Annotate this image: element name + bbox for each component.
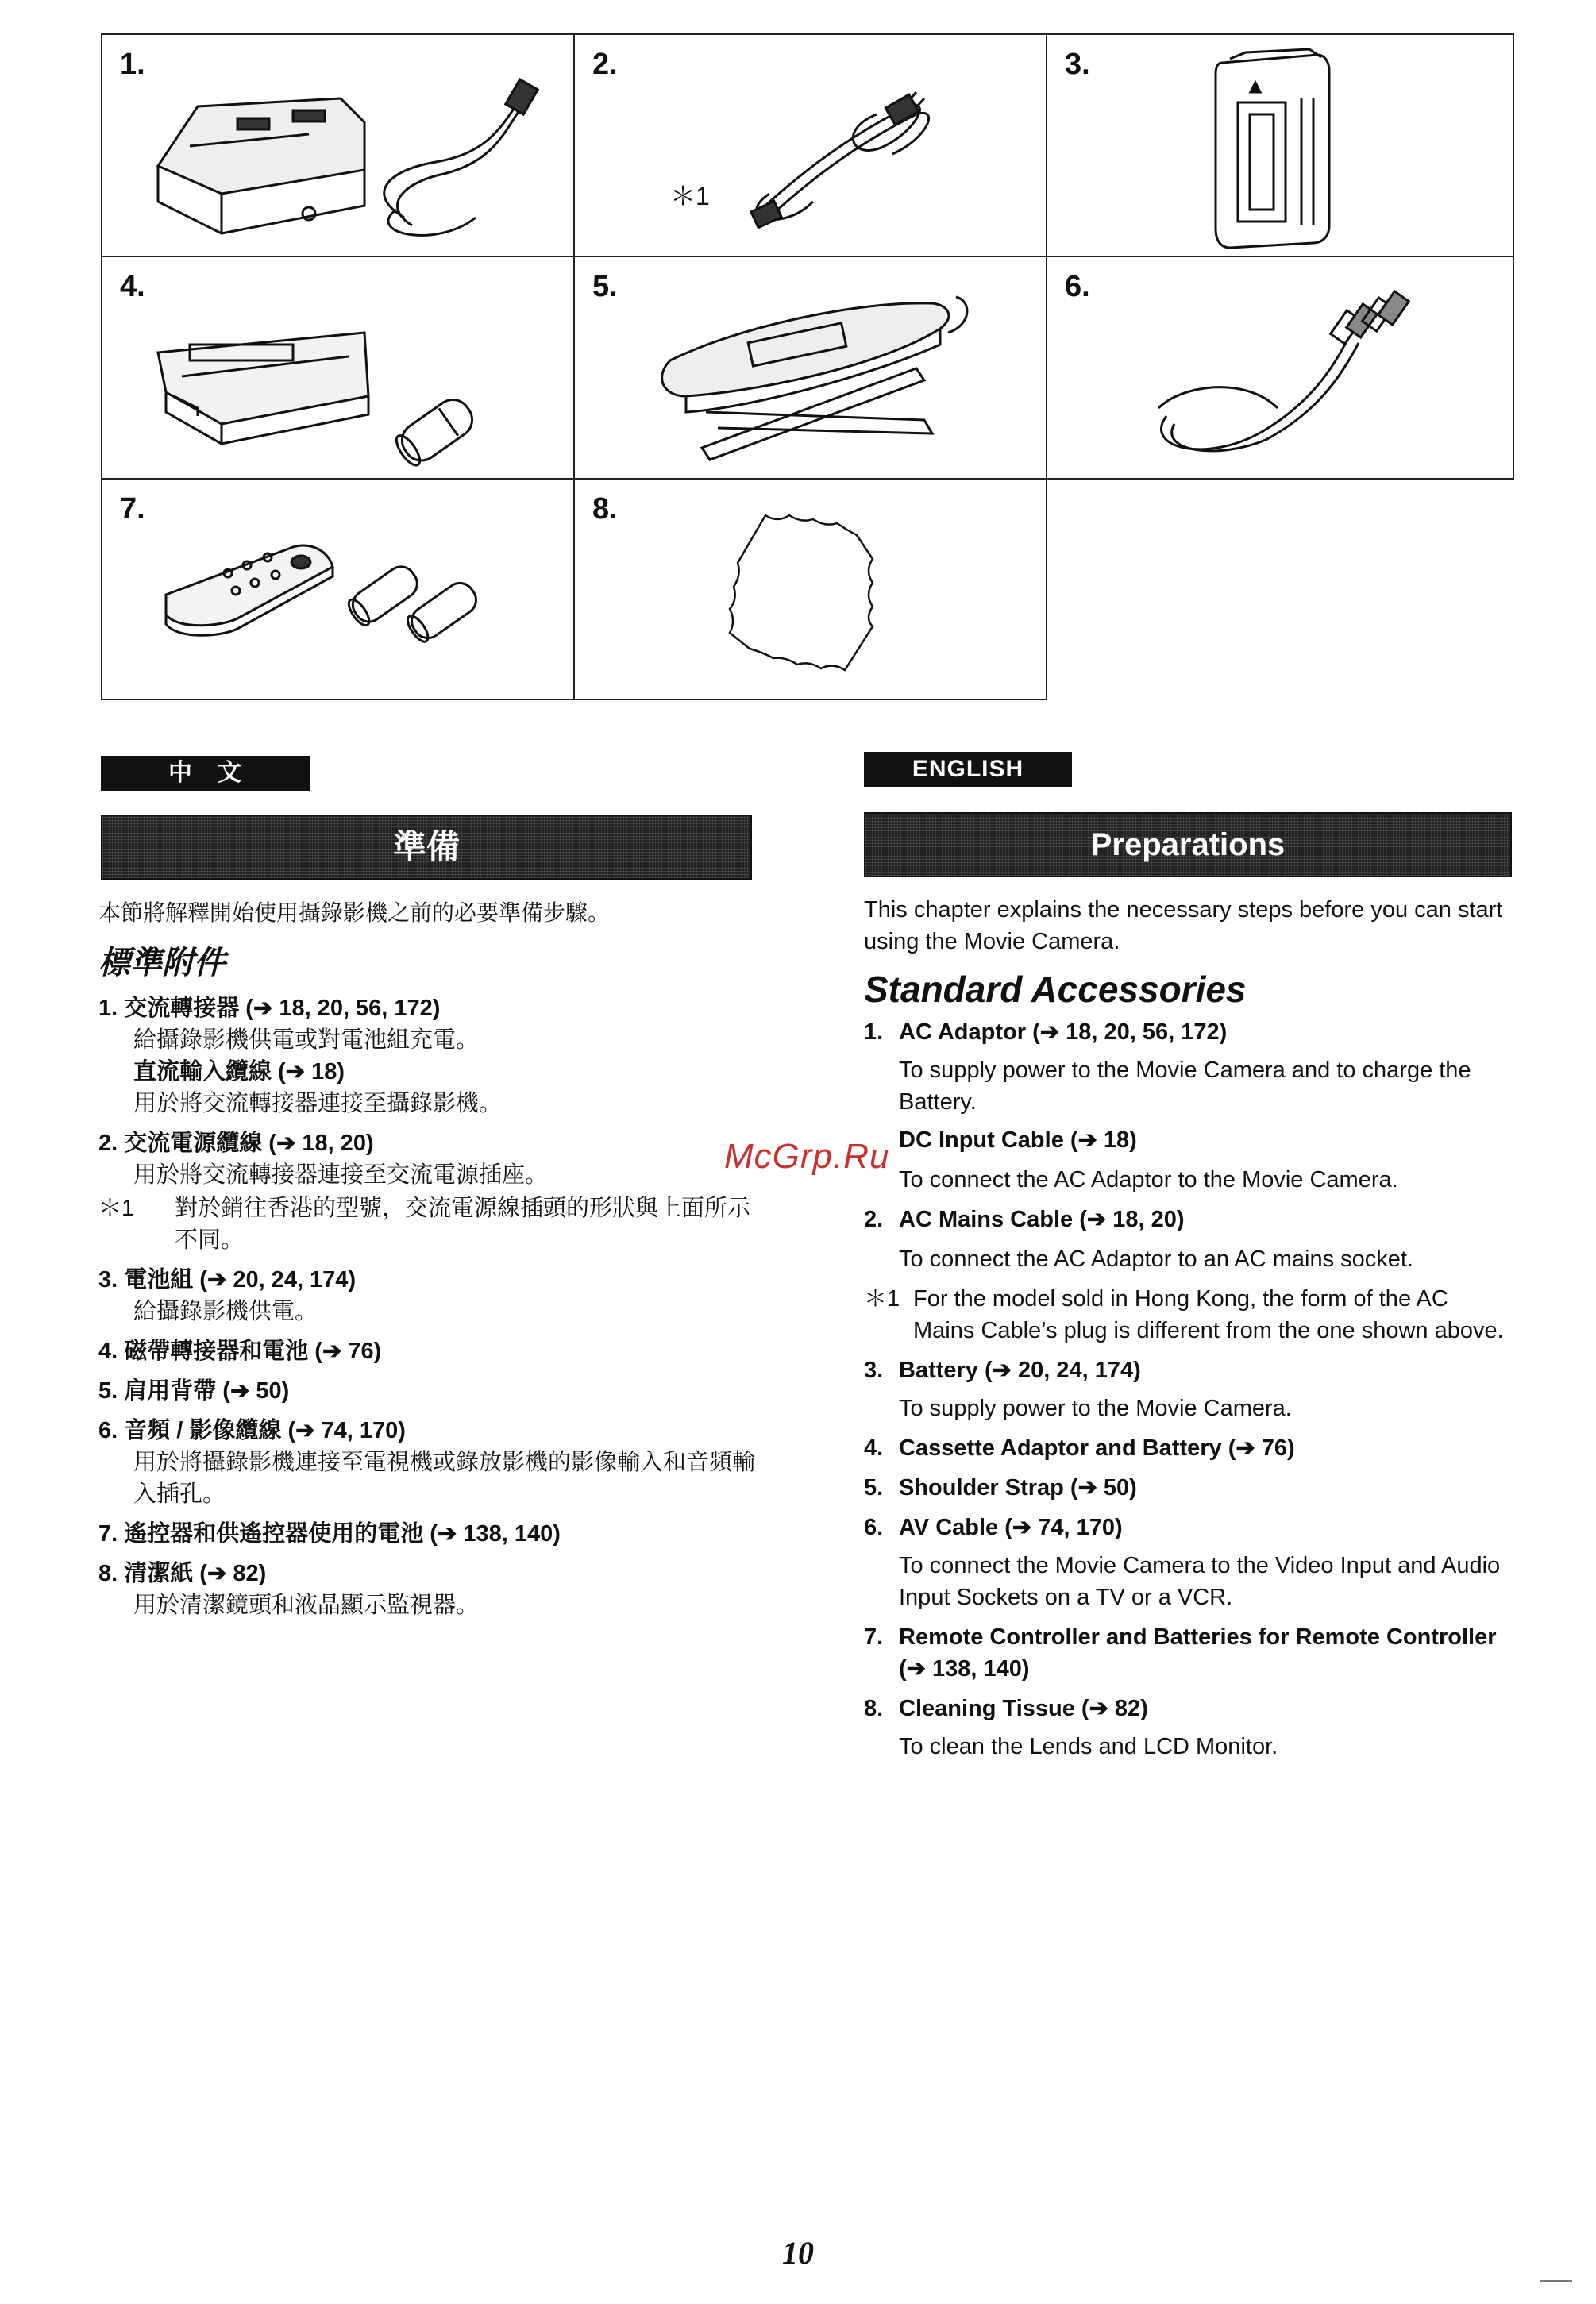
accessory-cell-cleaning-tissue	[573, 478, 1047, 700]
footnote-marker: ＊1	[670, 182, 710, 210]
english-item-heading: AC Adaptor (➔ 18, 20, 56, 172)	[899, 1019, 1228, 1045]
english-language-tab: ENGLISH	[864, 752, 1072, 787]
chinese-item-heading: 6. 音頻 / 影像纜線 (➔ 74, 170)	[98, 1418, 406, 1443]
chinese-item-8	[98, 1558, 765, 1621]
english-item-description: To supply power to the Movie Camera.	[899, 1396, 1292, 1421]
english-item-7	[864, 1621, 1515, 1685]
english-footnote	[864, 1283, 1515, 1347]
english-item-subheading: DC Input Cable (➔ 18)	[899, 1127, 1137, 1153]
english-item-heading-row	[864, 1512, 1515, 1543]
english-item-number: 5.	[864, 1475, 884, 1501]
chinese-intro: 本節將解釋開始使用攝錄影機之前的必要準備步驟。	[98, 900, 611, 925]
english-item-heading-row	[864, 1472, 1515, 1504]
item-number: 8.	[592, 492, 618, 526]
english-item-heading-row	[864, 1354, 1515, 1386]
english-item-number: 2.	[864, 1207, 884, 1232]
english-item-heading-row	[864, 1016, 1515, 1048]
chinese-item-description: 用於將攝錄影機連接至電視機或錄放影機的影像輸入和音頻輸入插孔。	[133, 1450, 756, 1507]
accessory-cell-ac-mains-cable	[573, 33, 1047, 257]
english-intro: This chapter explains the necessary steps before you can start using the Movie Camera.	[864, 897, 1503, 954]
chinese-item-description: 給攝錄影機供電或對電池組充電。	[133, 1027, 480, 1053]
corner-rule	[1540, 2280, 1572, 2282]
ac-adaptor-illustration	[102, 35, 576, 259]
english-item-heading: Cleaning Tissue (➔ 82)	[899, 1696, 1148, 1721]
chinese-item-heading: 3. 電池組 (➔ 20, 24, 174)	[98, 1267, 357, 1293]
english-item-number: 7.	[864, 1624, 884, 1650]
accessory-illustration-grid	[101, 33, 1514, 699]
chinese-item-4	[98, 1335, 765, 1367]
english-item-4	[864, 1432, 1515, 1464]
english-item-8	[864, 1693, 1515, 1763]
footnote-marker: ＊1	[98, 1196, 135, 1221]
english-item-heading: Cassette Adaptor and Battery (➔ 76)	[899, 1435, 1295, 1461]
chinese-item-6	[98, 1415, 765, 1510]
battery-pack-illustration	[1047, 35, 1516, 259]
chinese-item-3	[98, 1264, 765, 1327]
chinese-item-heading: 7. 遙控器和供遙控器使用的電池 (➔ 138, 140)	[98, 1521, 561, 1547]
english-item-number: 1.	[864, 1019, 884, 1045]
english-item-number: 8.	[864, 1696, 884, 1721]
ac-mains-cable-illustration	[575, 35, 1049, 259]
english-item-2	[864, 1204, 1515, 1275]
chinese-section-heading: 標準附件	[98, 946, 226, 981]
chinese-footnote	[98, 1192, 765, 1256]
accessory-cell-remote-controller	[101, 478, 575, 700]
accessory-cell-shoulder-strap	[573, 256, 1047, 480]
chinese-item-heading: 5. 肩用背帶 (➔ 50)	[98, 1378, 290, 1404]
chinese-language-tab: 中 文	[101, 756, 310, 791]
accessory-cell-battery	[1046, 33, 1514, 257]
chinese-item-heading: 1. 交流轉接器 (➔ 18, 20, 56, 172)	[98, 996, 441, 1021]
english-footnote-text: For the model sold in Hong Kong, the form of the AC Mains Cable’s plug is different from the one shown above.	[913, 1286, 1504, 1343]
chinese-item-2	[98, 1127, 765, 1191]
english-item-heading: AV Cable (➔ 74, 170)	[899, 1515, 1123, 1540]
english-section-banner: Preparations	[864, 812, 1512, 877]
english-item-1	[864, 1016, 1515, 1196]
english-item-5	[864, 1472, 1515, 1504]
english-column	[864, 894, 1515, 1763]
english-item-description: To connect the AC Adaptor to an AC mains socket.	[899, 1246, 1414, 1272]
english-item-heading-row	[864, 1204, 1515, 1235]
english-item-3	[864, 1354, 1515, 1424]
chinese-footnote-text: 對於銷往香港的型號，交流電源線插頭的形狀與上面所示不同。	[175, 1196, 751, 1253]
english-item-6	[864, 1512, 1515, 1613]
item-number: 2.	[592, 48, 618, 81]
english-item-description: To supply power to the Movie Camera and to charge the Battery.	[899, 1058, 1471, 1115]
accessory-cell-av-cable	[1046, 256, 1514, 480]
english-item-description: To connect the Movie Camera to the Video Input and Audio Input Sockets on a TV or a VCR.	[899, 1553, 1501, 1610]
item-number: 7.	[120, 492, 145, 526]
item-number: 1.	[120, 48, 145, 81]
accessory-cell-cassette-adaptor	[101, 256, 575, 480]
chinese-item-1	[98, 992, 765, 1119]
english-item-heading: Remote Controller and Batteries for Remote Controller (➔ 138, 140)	[899, 1624, 1497, 1682]
chinese-item-heading: 8. 清潔紙 (➔ 82)	[98, 1561, 267, 1586]
accessory-cell-ac-adaptor	[101, 33, 575, 257]
chinese-item-7	[98, 1518, 765, 1550]
chinese-section-banner: 準備	[101, 815, 752, 880]
chinese-item-subdescription: 用於將交流轉接器連接至攝錄影機。	[133, 1091, 503, 1116]
av-cable-illustration	[1047, 257, 1516, 481]
english-item-number: 6.	[864, 1515, 884, 1540]
cleaning-tissue-illustration	[575, 480, 1049, 702]
chinese-item-heading: 2. 交流電源纜線 (➔ 18, 20)	[98, 1131, 374, 1156]
chinese-item-subheading: 直流輸入纜線 (➔ 18)	[133, 1059, 345, 1085]
chinese-item-description: 用於將交流轉接器連接至交流電源插座。	[133, 1162, 549, 1188]
cassette-adaptor-illustration	[102, 257, 576, 481]
item-number: 3.	[1065, 48, 1090, 81]
english-item-heading: Battery (➔ 20, 24, 174)	[899, 1358, 1141, 1383]
chinese-item-description: 給攝錄影機供電。	[133, 1299, 318, 1324]
english-item-heading-row	[864, 1693, 1515, 1724]
remote-controller-illustration	[102, 480, 576, 702]
english-item-subdescription: To connect the AC Adaptor to the Movie Camera.	[899, 1167, 1398, 1192]
english-item-heading: Shoulder Strap (➔ 50)	[899, 1475, 1137, 1501]
chinese-column	[98, 897, 765, 1621]
english-section-heading: Standard Accessories	[864, 969, 1247, 1010]
page-number: 10	[782, 2235, 814, 2271]
english-item-number: 3.	[864, 1358, 884, 1383]
shoulder-strap-illustration	[575, 257, 1049, 481]
english-item-number: 4.	[864, 1435, 884, 1461]
watermark: McGrp.Ru	[724, 1137, 890, 1176]
chinese-item-heading: 4. 磁帶轉接器和電池 (➔ 76)	[98, 1339, 382, 1364]
chinese-item-description: 用於清潔鏡頭和液晶顯示監視器。	[133, 1593, 480, 1618]
item-number: 6.	[1065, 270, 1090, 303]
chinese-item-5	[98, 1375, 765, 1407]
english-item-description: To clean the Lends and LCD Monitor.	[899, 1734, 1278, 1759]
item-number: 4.	[120, 270, 145, 303]
english-item-heading: AC Mains Cable (➔ 18, 20)	[899, 1207, 1185, 1232]
footnote-marker: ＊1	[864, 1286, 900, 1312]
item-number: 5.	[592, 270, 618, 303]
english-item-heading-row	[864, 1621, 1515, 1685]
english-item-heading-row	[864, 1432, 1515, 1464]
